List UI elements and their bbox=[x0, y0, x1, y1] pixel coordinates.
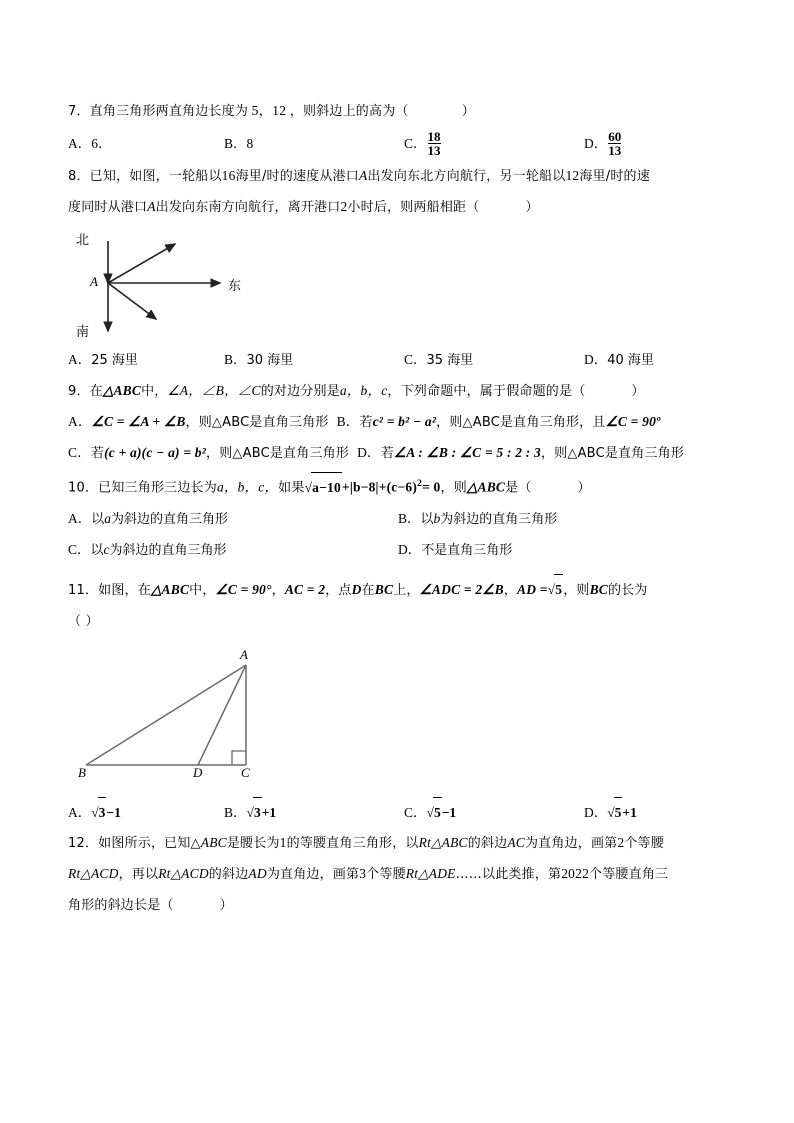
q9-option-c-text: ，则△ABC是直角三角形 bbox=[206, 446, 350, 461]
q9-option-c-label: C． bbox=[68, 445, 91, 460]
q10-radicand: a−10 bbox=[311, 472, 342, 503]
q8-diagram-svg bbox=[68, 227, 318, 345]
q11-ad-prefix: AD = bbox=[517, 581, 548, 597]
q11-option-d-radicand: 5 bbox=[614, 797, 623, 828]
q11-option-c-radical: √5 bbox=[427, 797, 442, 828]
q9-option-b-expression: c² = b² − a² bbox=[372, 414, 437, 429]
q9-option-c[interactable] bbox=[68, 445, 349, 460]
q8-option-c-label: C． bbox=[404, 352, 427, 367]
q9-stem-c: 的对边分别是 bbox=[260, 384, 340, 399]
q12-line1-index-2: 2 bbox=[617, 834, 625, 850]
q11-stem-f: 上， bbox=[393, 582, 420, 598]
q8-option-b-value: 30 海里 bbox=[246, 353, 294, 368]
q9-option-a-expression: ∠C = ∠A + ∠B bbox=[91, 414, 186, 429]
question-10-stem bbox=[68, 469, 728, 504]
q11-stem-a: 11．如图，在 bbox=[68, 582, 151, 598]
q11-stem-h: ，则 bbox=[563, 582, 590, 598]
q7-option-d-numerator: 60 bbox=[608, 128, 622, 144]
q11-stem-triangle: △ABC bbox=[150, 581, 190, 597]
q8-label-south: 南 bbox=[76, 325, 90, 340]
q10-stem-c: ，则 bbox=[440, 480, 467, 496]
q7-option-d-label: D． bbox=[584, 136, 608, 151]
question-11-answer-paren-line[interactable] bbox=[68, 606, 728, 637]
q9-option-d-label: D． bbox=[357, 445, 381, 460]
question-8-stem-line-1 bbox=[68, 161, 728, 192]
question-11-options bbox=[68, 797, 728, 828]
q11-option-a-label: A． bbox=[68, 804, 92, 820]
q7-option-d-denominator: 13 bbox=[608, 143, 622, 159]
q8-line2-b: 出发向东南方向航行，离开港口 bbox=[155, 200, 341, 215]
q11-stem-d: ，点 bbox=[325, 582, 352, 598]
q10-option-d[interactable] bbox=[398, 535, 512, 566]
q10-option-d-text: 不是直角三角形 bbox=[421, 542, 513, 558]
q8-line2-d: ） bbox=[525, 200, 539, 215]
q7-option-c-label: C． bbox=[404, 136, 427, 151]
q11-option-a-radicand: 3 bbox=[98, 797, 107, 828]
q10-stem-e: ） bbox=[577, 480, 591, 496]
question-11-stem bbox=[68, 574, 728, 606]
q7-stem-numbers: 5，12 bbox=[251, 103, 287, 118]
q8-line1-port-a: A bbox=[358, 168, 368, 183]
q7-option-a-value: 6． bbox=[91, 136, 112, 151]
q11-stem-i: 的长为 bbox=[608, 582, 648, 598]
q9-option-b-text: ，则△ABC是直角三角形，且 bbox=[436, 415, 606, 430]
q7-option-a[interactable] bbox=[68, 127, 224, 161]
q10-option-c-text: 为斜边的直角三角形 bbox=[109, 542, 227, 558]
q7-option-a-label: A． bbox=[68, 136, 92, 151]
q8-option-b[interactable] bbox=[224, 345, 404, 376]
q10-option-a-label: A． bbox=[68, 510, 92, 526]
question-7-options bbox=[68, 127, 728, 161]
q10-option-b-prefix: 以 bbox=[420, 511, 434, 527]
q8-option-d-label: D． bbox=[584, 352, 608, 367]
q9-stem-d: ，下列命题中，属于假命题的是（ bbox=[387, 384, 586, 399]
q8-line1-d: 海里/时的速 bbox=[579, 169, 650, 184]
q11-option-d-rest: +1 bbox=[622, 804, 637, 820]
question-12-stem-line-3 bbox=[68, 890, 728, 921]
q12-line1-leg-length: 1 bbox=[279, 834, 287, 850]
q12-line1-triangle-1: ABC bbox=[200, 834, 227, 850]
q9-option-a-label: A． bbox=[68, 414, 92, 429]
q11-option-b-rest: +1 bbox=[261, 804, 277, 820]
q11-option-d[interactable] bbox=[584, 797, 724, 828]
q12-line1-e: 为直角边，画第 bbox=[524, 835, 618, 851]
q11-option-d-radical: √5 bbox=[607, 797, 622, 828]
q10-option-c-prefix: 以 bbox=[90, 542, 104, 558]
q11-option-c[interactable] bbox=[404, 797, 584, 828]
q9-option-a[interactable] bbox=[68, 414, 329, 429]
q7-option-b-value: 8 bbox=[246, 136, 254, 151]
q10-option-c-label: C． bbox=[68, 541, 91, 557]
q11-segment-bc-2: BC bbox=[589, 581, 609, 597]
q11-option-d-label: D． bbox=[584, 804, 608, 820]
q8-option-a[interactable] bbox=[68, 345, 224, 376]
q10-option-a-prefix: 以 bbox=[91, 511, 105, 527]
q10-option-b-label: B． bbox=[398, 510, 421, 526]
q10-option-c[interactable] bbox=[68, 535, 398, 566]
question-12-stem-line-2 bbox=[68, 859, 728, 890]
q12-line1-a: 12．如图所示，已知△ bbox=[68, 835, 201, 851]
q10-expression-equals: = 0 bbox=[422, 479, 441, 495]
q12-line2-triangle-2: Rt△ACD bbox=[158, 865, 209, 881]
q11-label-b: B bbox=[78, 764, 86, 780]
q12-line1-b: 是腰长为 bbox=[226, 835, 280, 851]
question-9-options-row-2 bbox=[68, 438, 728, 469]
q8-line1-c: 出发向东北方向航行，另一轮船以 bbox=[367, 169, 566, 184]
question-9-options-row-1 bbox=[68, 407, 728, 438]
q8-option-c-value: 35 海里 bbox=[426, 353, 474, 368]
q11-option-b-radical: √3 bbox=[247, 797, 262, 828]
q9-option-c-expression: (c + a)(c − a) = b² bbox=[104, 445, 206, 460]
q11-angle-c: ∠C = 90° bbox=[215, 581, 272, 597]
q8-line1-speed-2: 12 bbox=[565, 168, 580, 183]
q9-option-b-expression-2: ∠C = 90º bbox=[605, 414, 661, 429]
q8-option-d[interactable] bbox=[584, 345, 724, 376]
q11-angle-adc: ∠ADC = 2∠B bbox=[419, 581, 504, 597]
q10-option-a-text: 为斜边的直角三角形 bbox=[111, 511, 229, 527]
q10-option-b[interactable] bbox=[398, 504, 557, 535]
q11-option-a-radical: √3 bbox=[91, 797, 106, 828]
q11-point-d: D bbox=[351, 581, 362, 597]
q12-line3-a: 角形的斜边长是（ bbox=[68, 897, 174, 913]
q9-option-d-expression: ∠A : ∠B : ∠C = 5 : 2 : 3 bbox=[393, 445, 541, 460]
q7-option-c-numerator: 18 bbox=[427, 128, 441, 144]
q10-expression-rest: +|b−8|+(c−6) bbox=[341, 479, 418, 495]
q11-ac-length: AC = 2 bbox=[284, 581, 326, 597]
q9-option-d[interactable] bbox=[357, 445, 684, 460]
q9-option-c-prefix: 若 bbox=[90, 446, 105, 461]
q8-line1-speed-1: 16 bbox=[221, 168, 236, 183]
q7-option-d-fraction bbox=[608, 130, 621, 158]
question-10-options-row-1 bbox=[68, 504, 728, 535]
q12-line2-b: 的斜边 bbox=[208, 866, 249, 882]
q8-line2-hours: 2 bbox=[340, 199, 348, 214]
q12-line1-triangle-2: Rt△ABC bbox=[418, 834, 468, 850]
q11-ad-radical: √5 bbox=[548, 574, 564, 605]
q8-line1-a: 8．已知，如图，一轮船以 bbox=[68, 169, 222, 184]
q12-line2-d: 个等腰 bbox=[366, 866, 406, 882]
q9-option-d-prefix: 若 bbox=[380, 446, 394, 461]
q12-line1-c: 的等腰直角三角形，以 bbox=[286, 835, 419, 851]
q8-option-a-label: A． bbox=[68, 352, 92, 367]
page-content bbox=[68, 96, 728, 921]
q10-stem-a: 10．已知三角形三边长为 bbox=[68, 480, 217, 496]
q12-line2-triangle-1: Rt△ACD bbox=[68, 865, 119, 881]
q9-option-d-text: ，则△ABC是直角三角形 bbox=[540, 446, 685, 461]
q8-option-d-value: 40 海里 bbox=[607, 353, 654, 368]
q8-label-origin-a: A bbox=[90, 274, 98, 289]
q12-line2-index-3: 3 bbox=[359, 865, 367, 881]
q8-label-north: 北 bbox=[76, 233, 90, 248]
q7-option-b-label: B． bbox=[224, 136, 247, 151]
q12-line2-a: ，再以 bbox=[118, 866, 159, 882]
southeast-ray bbox=[108, 283, 156, 319]
q10-stem-b: 如果 bbox=[278, 480, 305, 496]
q12-line1-segment-ac: AC bbox=[507, 834, 525, 850]
q8-line1-b: 海里/时的速度从港口 bbox=[235, 169, 359, 184]
q7-stem-part-b: ，则斜边上的高为（ bbox=[289, 104, 409, 119]
q12-line1-d: 的斜边 bbox=[467, 835, 508, 851]
question-12-stem-line-1 bbox=[68, 828, 728, 859]
q11-label-a: A bbox=[240, 646, 248, 662]
q7-stem-part-c: ） bbox=[461, 104, 475, 119]
right-angle-mark-at-c bbox=[232, 751, 246, 765]
q11-segment-bc: BC bbox=[374, 581, 394, 597]
q11-option-b-radicand: 3 bbox=[253, 797, 262, 828]
q11-ad-radicand: 5 bbox=[554, 574, 563, 605]
q11-option-c-radicand: 5 bbox=[433, 797, 442, 828]
northeast-ray bbox=[108, 244, 175, 283]
q10-stem-d: 是（ bbox=[505, 480, 532, 496]
q11-option-a-rest: −1 bbox=[106, 804, 121, 820]
q11-option-a[interactable] bbox=[68, 797, 224, 828]
q8-option-a-value: 25 海里 bbox=[91, 353, 138, 368]
q10-option-a[interactable] bbox=[68, 504, 398, 535]
question-8-stem-line-2 bbox=[68, 192, 728, 223]
q7-option-c-denominator: 13 bbox=[427, 143, 441, 159]
q12-line2-index-2022: 2022 bbox=[561, 865, 590, 881]
q7-stem-part-a: 7．直角三角形两直角边长度为 bbox=[68, 104, 249, 119]
q7-option-c[interactable] bbox=[404, 127, 584, 161]
q12-line2-f: 个等腰直角三 bbox=[589, 866, 669, 882]
q8-option-b-label: B． bbox=[224, 352, 247, 367]
q8-line2-a: 度同时从港口 bbox=[68, 200, 148, 215]
q11-option-c-rest: −1 bbox=[441, 804, 457, 820]
q7-option-b[interactable] bbox=[224, 127, 404, 161]
q9-stem-angles: ∠A，∠B，∠C bbox=[167, 383, 261, 398]
q11-label-d: D bbox=[193, 764, 203, 780]
q12-line2-c: 为直角边，画第 bbox=[266, 866, 360, 882]
q9-option-a-text: ，则△ABC是直角三角形 bbox=[185, 415, 329, 430]
q12-line3-b: ） bbox=[219, 897, 233, 913]
q10-option-a-variable: a bbox=[104, 510, 112, 526]
q8-option-c[interactable] bbox=[404, 345, 584, 376]
q12-line2-e: ……以此类推，第 bbox=[455, 866, 562, 882]
q8-compass-navigation-diagram bbox=[68, 227, 318, 345]
q11-diagram-svg bbox=[68, 643, 348, 781]
q10-option-d-label: D． bbox=[398, 541, 422, 557]
q11-option-b[interactable] bbox=[224, 797, 404, 828]
q10-expression-exponent: 2 bbox=[417, 478, 423, 489]
q12-line2-triangle-3: Rt△ADE bbox=[405, 865, 456, 881]
question-7-stem bbox=[68, 96, 728, 127]
q8-line2-c: 小时后，则两船相距（ bbox=[347, 200, 480, 215]
q10-stem-sides: a，b，c， bbox=[216, 479, 279, 495]
q10-option-c-variable: c bbox=[103, 541, 110, 557]
q10-option-b-variable: b bbox=[433, 510, 441, 526]
q12-line1-f: 个等腰 bbox=[624, 835, 664, 851]
q9-stem-sides: a，b，c bbox=[339, 383, 388, 398]
q9-option-b[interactable] bbox=[337, 414, 661, 429]
q10-radical-expression: √a−10 bbox=[305, 472, 342, 503]
q11-option-c-label: C． bbox=[404, 804, 427, 820]
q10-stem-triangle: △ABC bbox=[466, 479, 506, 495]
q9-option-b-prefix: 若 bbox=[359, 415, 373, 430]
q9-option-b-label: B． bbox=[336, 414, 360, 429]
q9-stem-b: 中， bbox=[141, 384, 168, 399]
question-10-options-row-2 bbox=[68, 535, 728, 566]
q8-line2-port-a: A bbox=[147, 199, 156, 214]
question-8-options bbox=[68, 345, 728, 376]
q11-label-c: C bbox=[241, 764, 250, 780]
question-9-stem bbox=[68, 376, 728, 407]
q11-stem-b: 中， bbox=[189, 582, 216, 598]
q12-line2-segment-ad: AD bbox=[248, 865, 267, 881]
q10-option-b-text: 为斜边的直角三角形 bbox=[440, 511, 558, 527]
q9-stem-a: 9．在 bbox=[68, 384, 103, 399]
q8-label-east: 东 bbox=[228, 279, 242, 294]
q7-option-d[interactable] bbox=[584, 127, 724, 161]
q7-option-c-fraction bbox=[428, 130, 441, 158]
q11-stem-e: 在 bbox=[361, 582, 375, 598]
q11-stem-c: ， bbox=[271, 582, 285, 598]
q9-stem-triangle: △ABC bbox=[102, 383, 142, 398]
q11-option-b-label: B． bbox=[224, 804, 247, 820]
q11-answer-parentheses: （ ） bbox=[68, 613, 99, 629]
q11-stem-g: ， bbox=[503, 582, 517, 598]
q11-right-triangle-diagram bbox=[68, 643, 348, 783]
q9-stem-e: ） bbox=[631, 384, 645, 399]
